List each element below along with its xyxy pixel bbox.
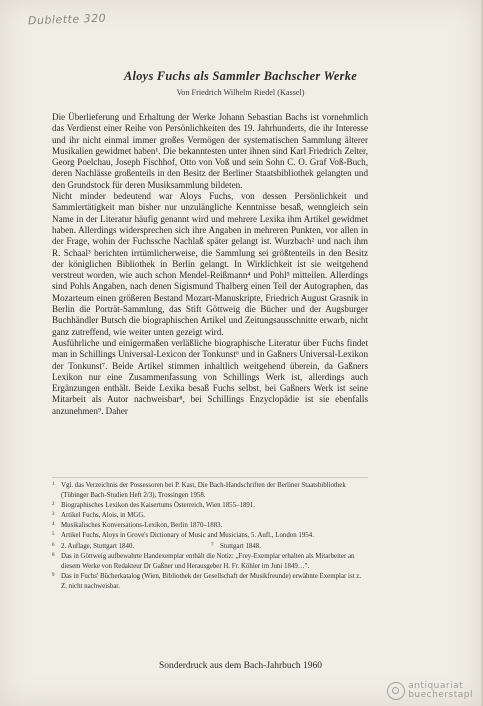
footnote: 8 Das in Göttweig aufbewahrte Handexemplar enthält die Notiz: „Frey-Exemplar erhalten als Mitarbeiter an diesem Werke von Redakteur Dr Gaßner und Herausgeber H. Fr. Köhler im Juni 1849…". [52, 552, 355, 570]
paragraph: Ausführliche und einigermaßen verläßliche biographische Literatur über Fuchs findet man in Schillings Universal-Lexicon der Tonkunst⁶ und in Gaßners Universal-Lexikon der Tonkunst⁷. Beide Artikel stimmen inhaltlich weitgehend überein, da Gaßners Lexikon nur eine Zusammenfassung von Schillings Werk ist, allerdings auch Ergänzungen enthält. Beide Lexika besaß Fuchs selbst, bei Gaßners Werk ist seine Mitarbeit als Autor nachweisbar⁸, bei Schillings Enzyclopädie ist sie ebenfalls anzunehmen⁹. Daher [52, 337, 368, 416]
footnote: 3 Artikel Fuchs, Alois, in MGG. [52, 512, 146, 520]
article-title: Aloys Fuchs als Sammler Bachscher Werke [124, 69, 357, 83]
footnote: 7 Stuttgart 1848. [211, 542, 261, 550]
footnote: 9 Das in Fuchs' Bücherkatalog (Wien, Bibliothek der Gesellschaft der Musikfreunde) erwähnte Exemplar ist z. Z. nicht nachweisbar. [52, 572, 362, 590]
footnote: 1 Vgl. das Verzeichnis der Possessoren bei P. Kast, Die Bach-Handschriften der Berliner Staatsbibliothek (Tübinger Bach-Studien Heft 2/3), Trossingen 1958. [52, 482, 346, 500]
watermark-text: antiquariat buecherstapl [408, 681, 473, 700]
article-byline: Von Friedrich Wilhelm Riedel (Kassel) [176, 88, 305, 97]
footnote: 2 Biographisches Lexikon des Kaisertums Österreich, Wien 1855–1891. [52, 502, 256, 510]
footnote-row [52, 542, 368, 552]
offprint-footer: Sonderdruck aus dem Bach-Jahrbuch 1960 [158, 661, 323, 671]
footnotes [52, 481, 368, 592]
watermark [387, 682, 473, 700]
paragraph: Die Überlieferung und Erhaltung der Werke Johann Sebastian Bachs ist vornehmlich das Verdienst einer Reihe von Persönlichkeiten des 19. Jahrhunderts, die ihr Interesse und ihr nicht einmal immer großes Vermögen der systematischen Sammlung älterer Musikalien gewidmet haben¹. Die bekanntesten unter ihnen sind Karl Friedrich Zelter, Georg Poelchau, Joseph Fischhof, Otto von Voß und sein Sohn C. O. Graf Voß-Buch, deren Nachlässe großenteils in den Besitz der Berliner Staatsbibliothek gelangten und den Grundstock für deren Musiksammlung bildeten. [52, 112, 368, 190]
watermark-logo-icon [387, 682, 405, 700]
footnote-divider [52, 477, 368, 478]
footnote: 4 Musikalisches Konversations-Lexikon, Berlin 1870–1883. [52, 522, 223, 530]
handwritten-annotation: Dublette 320 [27, 11, 107, 28]
paragraph: Nicht minder bedeutend war Aloys Fuchs, von dessen Persönlichkeit und Sammlertätigkeit man bisher nur unzulängliche Kenntnisse besaß, wenngleich sein Name in der Literatur häufig genannt wird und mehrere Lexika ihm Artikel gewidmet haben. Allerdings widersprechen sich ihre Angaben in mehreren Punkten, vor allen in der Frage, wohin der Fuchssche Nachlaß später gelangt ist. Wurzbach² und nach ihm R. Schaal³ berichten irrtümlicherweise, die Sammlung sei größtenteils in den Besitz der königlichen Bibliothek in Berlin gelangt. In Wirklichkeit ist sie weitgehend verstreut worden, wie auch schon Mendel-Reißmann⁴ und Pohl⁵ mitteilen. Allerdings sind Pohls Angaben, nach denen Sigismund Thalberg einen Teil der Autographen, das Mozarteum einen größeren Bestand Mozart-Manuskripte, Friedrich August Grasnik in Berlin die Porträt-Sammlung, das Stift Göttweig die Bücher und der Augsburger Buchhändler Butsch die biographischen Artikel und Zeitungsausschnitte erwarb, nicht ganz zutreffend, wie weiter unten gezeigt wird. [52, 191, 368, 337]
footnote: 5 Artikel Fuchs, Aloys in Grove's Dictionary of Music and Musicians, 5. Aufl., London 1954. [52, 532, 314, 540]
article-body [52, 112, 368, 417]
footnote: 6 2. Auflage, Stuttgart 1840. [52, 542, 135, 550]
